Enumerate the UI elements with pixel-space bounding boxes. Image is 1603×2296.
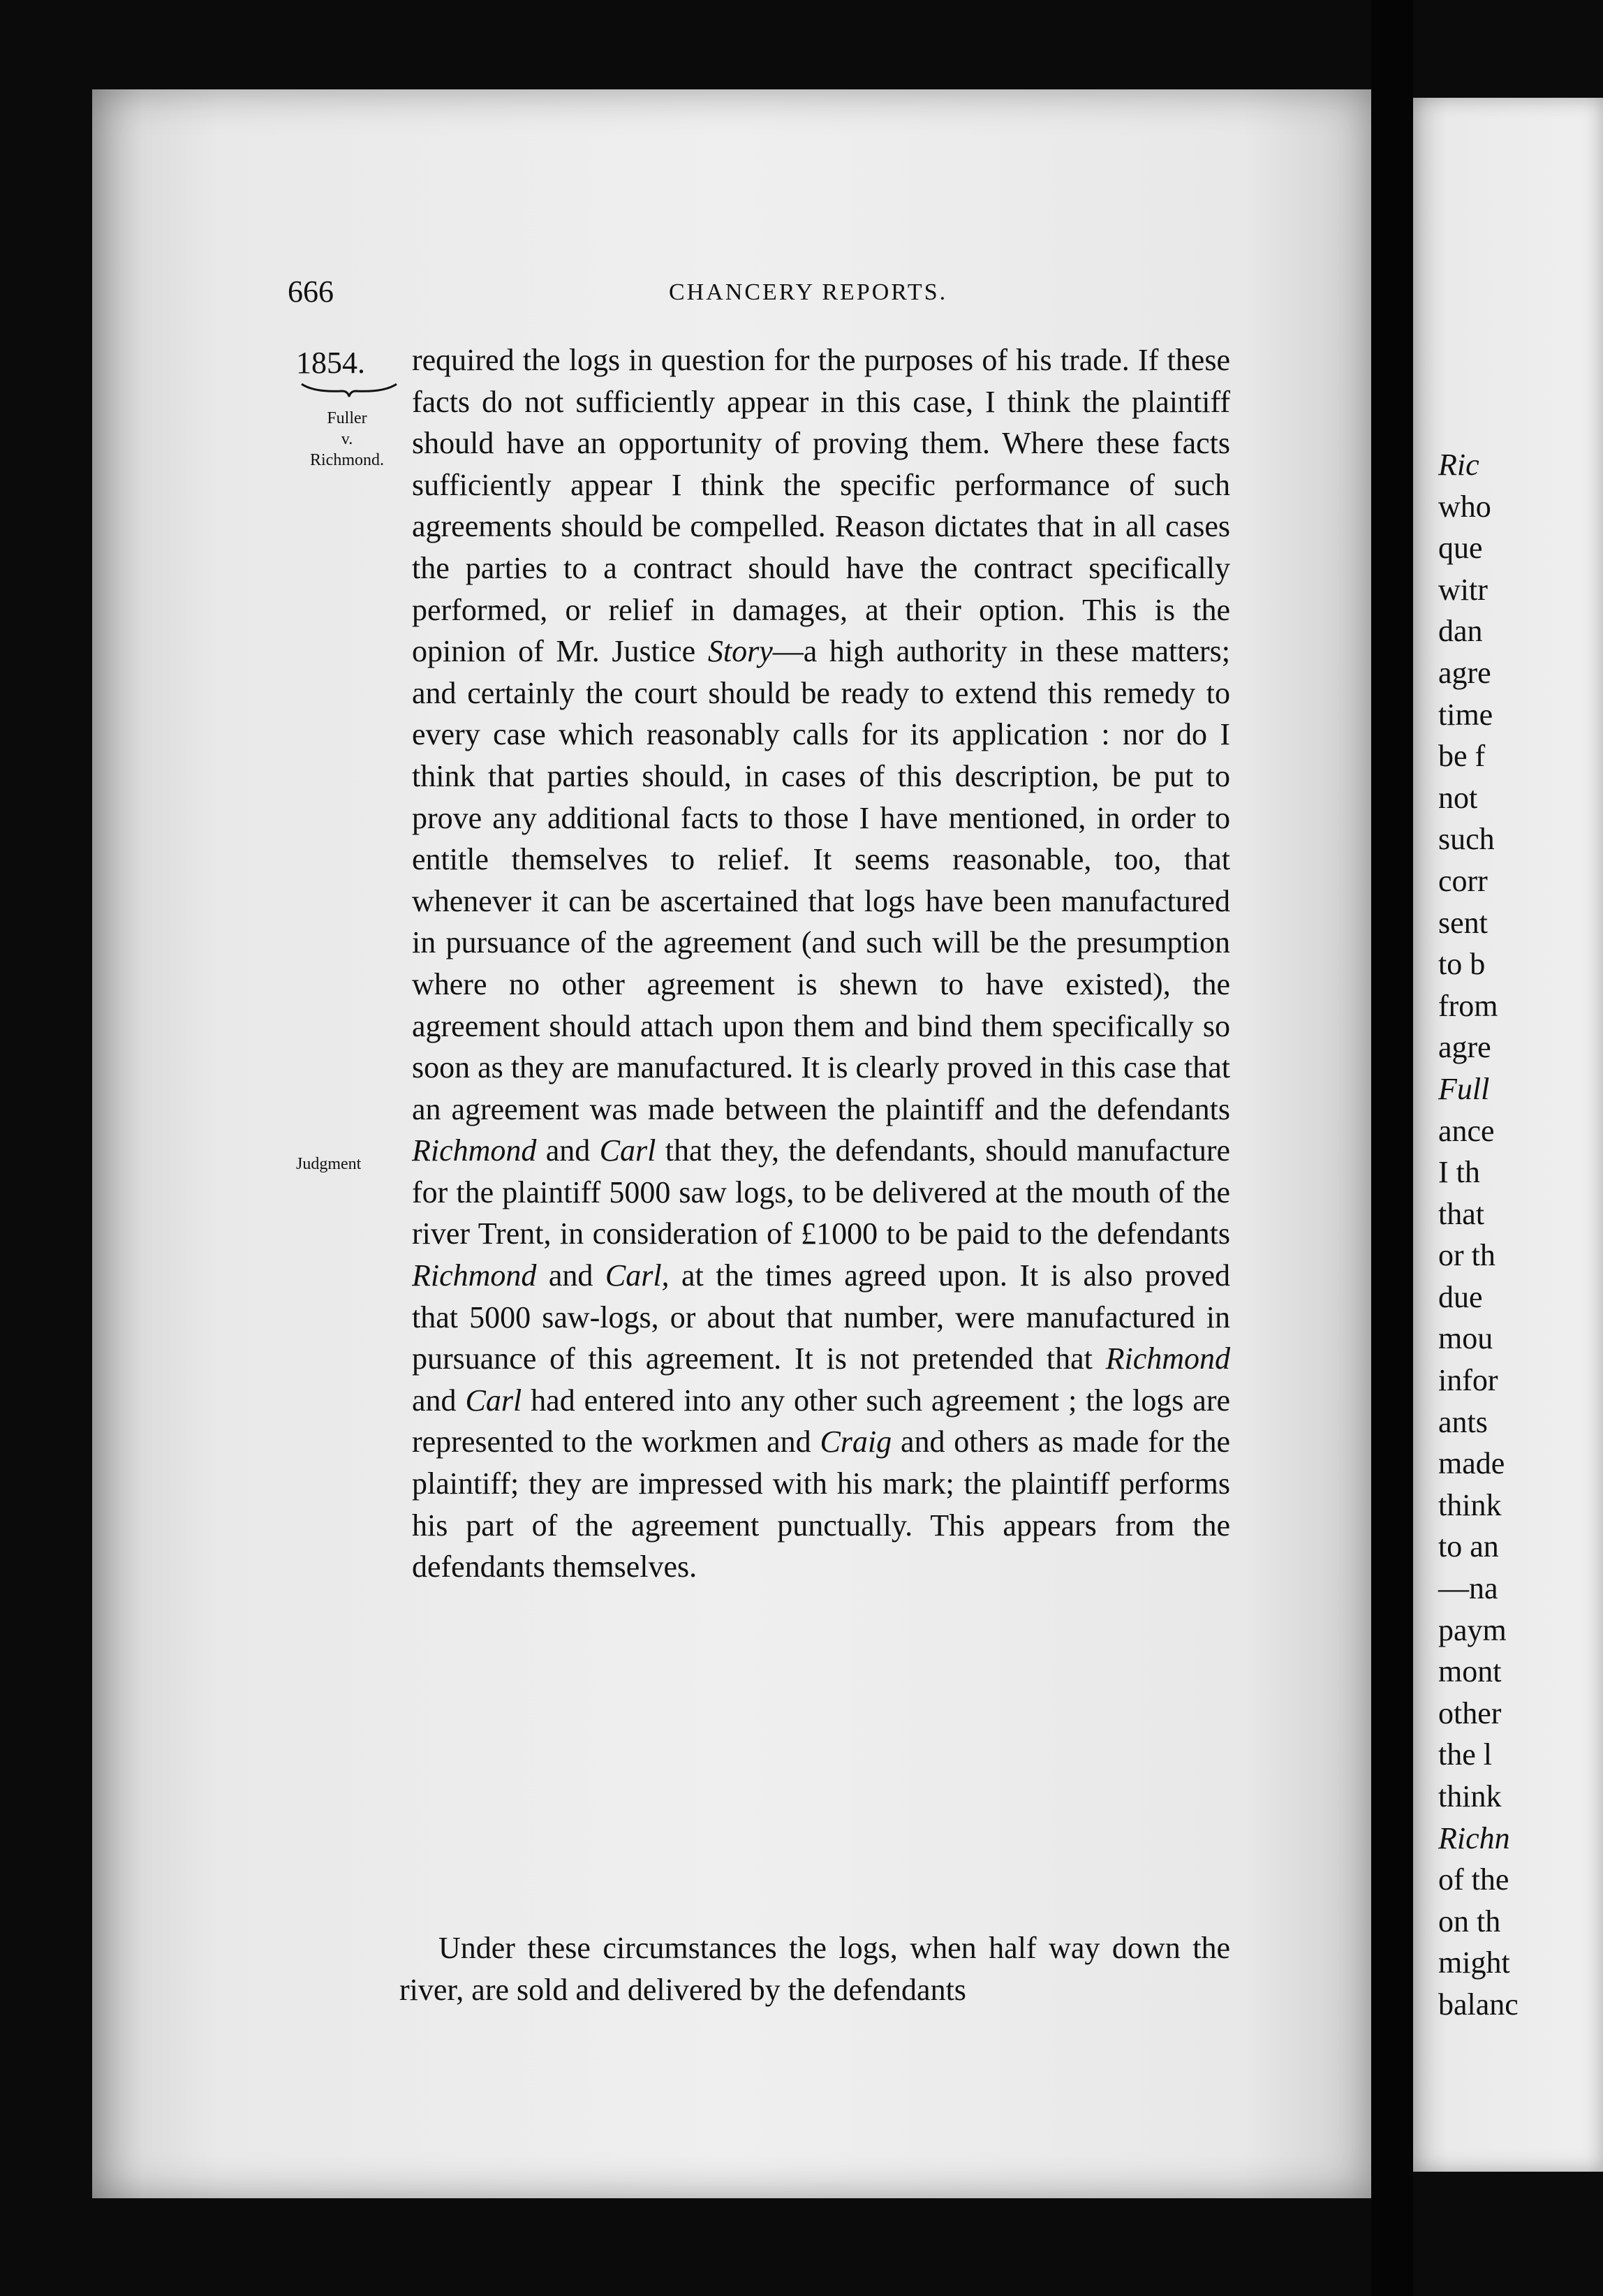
text-fragment: sent — [1438, 905, 1488, 940]
case-citation — [288, 408, 406, 471]
text-fragment: infor — [1438, 1363, 1498, 1398]
text-fragment: mont — [1438, 1654, 1502, 1689]
judgment-label: Judgment — [296, 1155, 362, 1173]
text-fragment: made — [1438, 1446, 1505, 1481]
text-fragment: que — [1438, 531, 1483, 566]
text-fragment: that — [1438, 1196, 1484, 1231]
text-fragment: or th — [1438, 1238, 1495, 1273]
text-fragment: other — [1438, 1695, 1502, 1730]
text-fragment: think — [1438, 1779, 1502, 1813]
party-name: Richmond — [412, 1133, 537, 1168]
text-fragment: agre — [1438, 1030, 1491, 1065]
text-fragment: from — [1438, 988, 1498, 1023]
body-paragraph-1 — [412, 339, 1230, 1588]
text-fragment: dan — [1438, 614, 1483, 649]
case-defendant: Richmond. — [310, 451, 384, 469]
text-fragment: mou — [1438, 1321, 1493, 1356]
page-number: 666 — [288, 274, 334, 309]
text-fragment: corr — [1438, 863, 1488, 898]
text-fragment: to b — [1438, 947, 1486, 982]
text-fragment: Ric — [1438, 448, 1479, 482]
text-fragment: be f — [1438, 739, 1486, 774]
text-fragment: balanc — [1438, 1987, 1519, 2022]
text-fragment: —na — [1438, 1571, 1498, 1606]
text-fragment: ance — [1438, 1113, 1495, 1148]
text-fragment: of the — [1438, 1862, 1509, 1897]
paragraph-text: required the logs in question for the purposes of his trade. If these facts do not sufficiently appear in this case, I think the plaintiff should have an opportunity of proving them. Where these facts sufficiently appear I think the specific performance of such agreements should be compelled. Reason dictates that in all cases the parties to a contract should have the contract specifically performed, or relief in damages, at their option. This is the opinion of Mr. Justice Story—a high authority in these matters; and certainly the court should be ready to extend this remedy to every case which reasonably calls for its application : nor do I think that parties should, in cases of this description, be put to prove any additional facts to those I have mentioned, in order to entitle themselves to relief. It seems reasonable, too, that whenever it can be ascertained that logs have been manufactured in pursuance of the agreement (and such will be the presumption where no other agreement is shewn to have existed), the agreement should attach upon them and bind them specifically so soon as they are manufactured. It is clearly proved in this case that an agreement was made between the plaintiff and the defendants Richmond and Carl that they, the defendants, should manufacture for the plaintiff 5000 saw logs, to be delivered at the mouth of the river Trent, in consideration of £1000 to be paid to the defendants Richmond and Carl, at the times agreed upon. It is also proved that 5000 saw-logs, or about that number, were manufactured in pursuance of this agreement. It is not pretended that Richmond and Carl had entered into any other such agreement ; the logs are represented to the workmen and Craig and others as made for the plaintiff; they are impressed with his mark; the plaintiff performs his part of the agreement punctually. This appears from the defendants themselves. — [412, 343, 1231, 1584]
case-name-story: Story — [707, 634, 773, 669]
right-page — [1413, 98, 1603, 2172]
text-fragment: witr — [1438, 572, 1488, 607]
text-fragment: due — [1438, 1279, 1483, 1314]
party-name: Carl — [599, 1133, 656, 1168]
running-head: CHANCERY REPORTS. — [669, 279, 948, 305]
text-fragment: time — [1438, 697, 1493, 732]
text-fragment: think — [1438, 1487, 1502, 1522]
text-fragment: who — [1438, 489, 1491, 524]
text-fragment: paym — [1438, 1612, 1507, 1647]
page-header — [288, 274, 1230, 316]
text-fragment: I th — [1438, 1155, 1480, 1190]
text-fragment: the l — [1438, 1737, 1492, 1772]
body-paragraph-2 — [399, 1927, 1230, 2011]
party-name: Richmond — [412, 1258, 537, 1293]
brace-icon — [300, 381, 398, 398]
text-fragment: ants — [1438, 1404, 1488, 1439]
party-name: Richmond — [1105, 1341, 1230, 1376]
text-fragment: such — [1438, 822, 1495, 857]
right-page-text — [1438, 444, 1519, 2026]
text-fragment: might — [1438, 1945, 1510, 1980]
text-fragment: not — [1438, 780, 1478, 815]
text-fragment: agre — [1438, 655, 1491, 690]
case-plaintiff: Fuller — [327, 409, 367, 427]
paragraph-text: Under these circumstances the logs, when half way down the river, are sold and delivered by the defendants — [399, 1931, 1230, 2007]
text-fragment: Richn — [1438, 1820, 1510, 1855]
party-name: Carl — [465, 1383, 522, 1418]
page-gutter — [1371, 0, 1413, 2296]
text-fragment: on th — [1438, 1904, 1501, 1938]
margin-year: 1854. — [296, 346, 365, 380]
text-fragment: to an — [1438, 1529, 1499, 1564]
text-fragment: Full — [1438, 1071, 1490, 1106]
party-name: Carl, — [605, 1258, 670, 1293]
case-versus: v. — [341, 430, 353, 448]
person-name: Craig — [820, 1425, 892, 1459]
